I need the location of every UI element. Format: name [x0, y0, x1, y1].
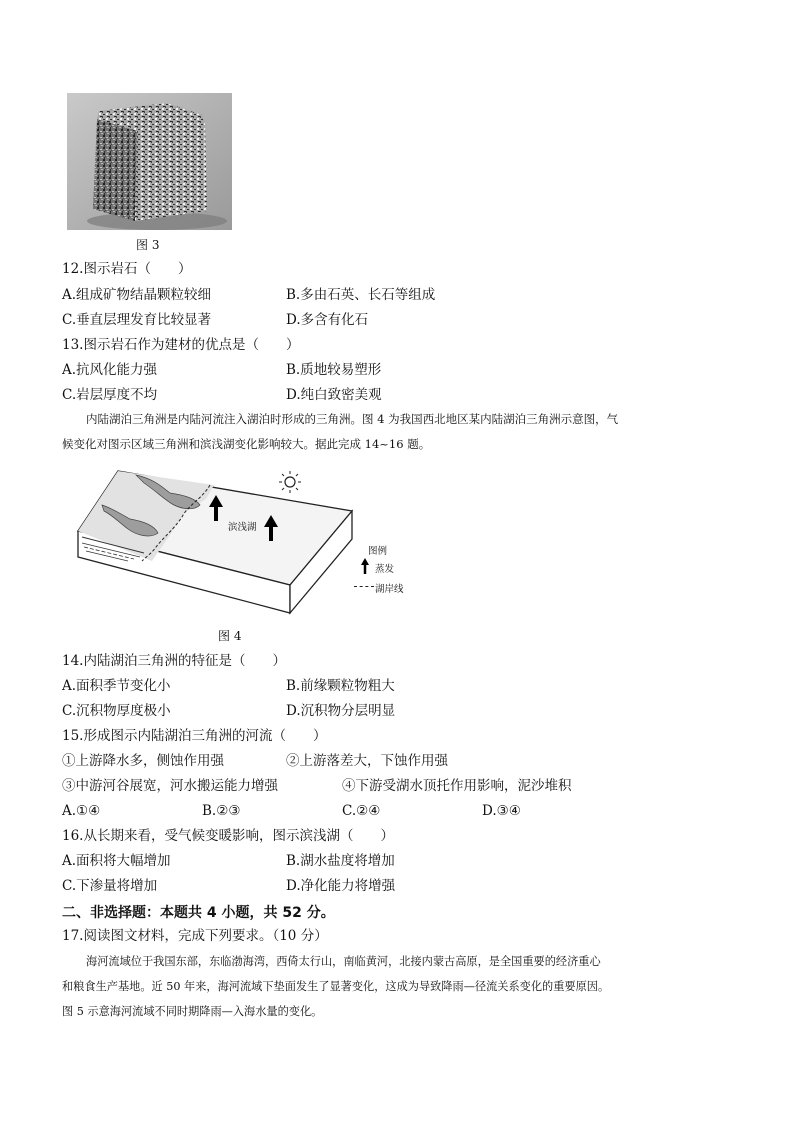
q14-option-a[interactable]: A.面积季节变化小 — [62, 678, 171, 694]
q13-option-c[interactable]: C.岩层厚度不均 — [62, 387, 158, 403]
figure4-caption: 图 4 — [218, 629, 242, 643]
passage-line-2: 候变化对图示区域三角洲和滨浅湖变化影响较大。据此完成 14~16 题。 — [62, 437, 431, 451]
q13-option-a[interactable]: A.抗风化能力强 — [62, 362, 158, 378]
figure4-legend-evap: 蒸发 — [375, 564, 395, 575]
q12-option-b[interactable]: B.多由石英、长石等组成 — [286, 287, 436, 303]
q15-item-1: ①上游降水多，侧蚀作用强 — [62, 753, 224, 769]
q12-option-c[interactable]: C.垂直层理发育比较显著 — [62, 312, 212, 328]
q12-stem: 12.图示岩石（ ） — [62, 261, 192, 277]
q16-option-d[interactable]: D.净化能力将增强 — [286, 878, 396, 894]
q16-option-b[interactable]: B.湖水盐度将增加 — [286, 853, 395, 869]
q13-stem: 13.图示岩石作为建材的优点是（ ） — [62, 337, 300, 353]
figure3-caption: 图 3 — [136, 238, 160, 252]
figure4-legend-shore: 湖岸线 — [375, 584, 404, 595]
q16-stem: 16.从长期来看，受气候变暖影响，图示滨浅湖（ ） — [62, 828, 394, 844]
passage-line-1: 内陆湖泊三角洲是内陆河流注入湖泊时形成的三角洲。图 4 为我国西北地区某内陆湖泊三角洲示意图，气 — [86, 412, 619, 426]
q12-option-a[interactable]: A.组成矿物结晶颗粒较细 — [62, 287, 212, 303]
q17-passage-line-1: 海河流域位于我国东部，东临渤海湾，西倚太行山，南临黄河，北接内蒙古高原，是全国重要的经济重心 — [86, 955, 601, 968]
q14-option-d[interactable]: D.沉积物分层明显 — [286, 703, 396, 719]
q16-option-a[interactable]: A.面积将大幅增加 — [62, 853, 171, 869]
q15-option-d[interactable]: D.③④ — [482, 803, 521, 819]
q13-option-b[interactable]: B.质地较易塑形 — [286, 362, 382, 378]
q14-option-c[interactable]: C.沉积物厚度极小 — [62, 703, 171, 719]
q15-item-4: ④下游受湖水顶托作用影响，泥沙堆积 — [342, 778, 572, 794]
figure4-diagram — [74, 465, 414, 615]
q15-stem: 15.形成图示内陆湖泊三角洲的河流（ ） — [62, 728, 327, 744]
q15-item-2: ②上游落差大，下蚀作用强 — [286, 753, 448, 769]
q14-stem: 14.内陆湖泊三角洲的特征是（ ） — [62, 653, 286, 669]
figure4-lake-label: 滨浅湖 — [228, 522, 257, 533]
q17-passage-line-2: 和粮食生产基地。近 50 年来，海河流域下垫面发生了显著变化，这成为导致降雨—径流关系变化的重要原因。 — [62, 980, 610, 993]
q15-option-b[interactable]: B.②③ — [202, 803, 241, 819]
q13-option-d[interactable]: D.纯白致密美观 — [286, 387, 382, 403]
section-2-title: 二、非选择题：本题共 4 小题，共 52 分。 — [62, 905, 335, 921]
q17-stem: 17.阅读图文材料，完成下列要求。（10 分） — [62, 928, 328, 944]
q15-option-c[interactable]: C.②④ — [342, 803, 381, 819]
figure3-photo — [67, 93, 232, 230]
q15-option-a[interactable]: A.①④ — [62, 803, 101, 819]
figure4-legend-title: 图例 — [368, 546, 388, 557]
shoreline-dash-icon — [354, 586, 374, 591]
evaporation-arrow-icon — [360, 558, 370, 574]
q14-option-b[interactable]: B.前缘颗粒物粗大 — [286, 678, 395, 694]
q12-option-d[interactable]: D.多含有化石 — [286, 312, 369, 328]
q16-option-c[interactable]: C.下渗量将增加 — [62, 878, 158, 894]
q17-passage-line-3: 图 5 示意海河流域不同时期降雨—入海水量的变化。 — [62, 1005, 323, 1018]
q15-item-3: ③中游河谷展宽，河水搬运能力增强 — [62, 778, 278, 794]
